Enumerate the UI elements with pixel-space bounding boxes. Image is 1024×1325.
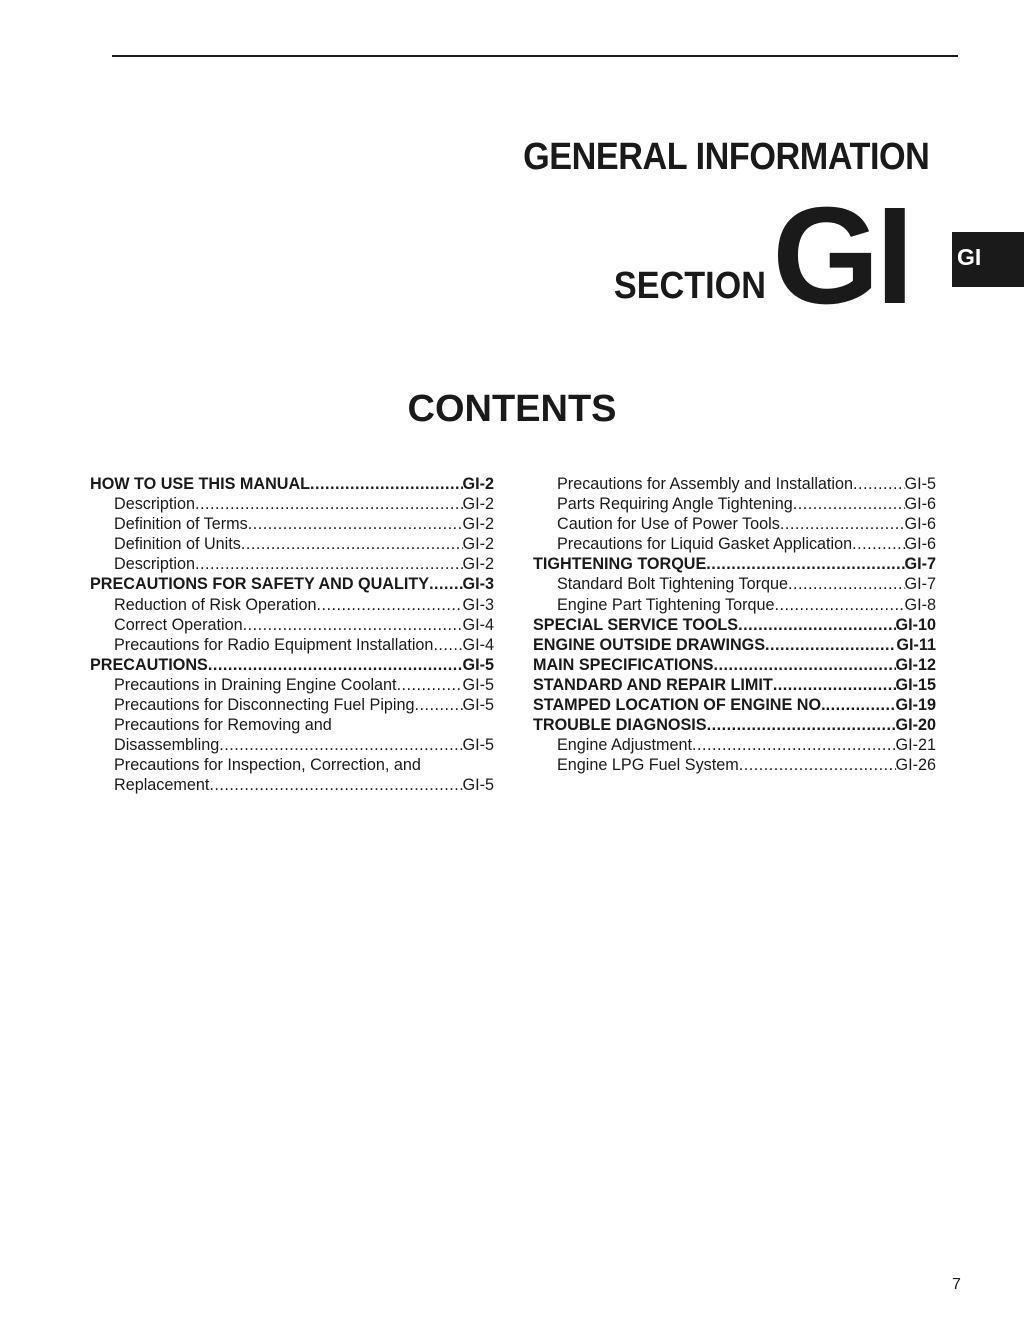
toc-entry-title: STAMPED LOCATION OF ENGINE NO. <box>533 696 826 715</box>
toc-dot-leader <box>219 735 462 755</box>
toc-entry-title: MAIN SPECIFICATIONS <box>533 655 714 674</box>
toc-subentry[interactable] <box>90 675 494 695</box>
toc-entry-page: GI-4 <box>462 615 494 634</box>
toc-subentry[interactable] <box>90 615 494 635</box>
toc-dot-leader <box>310 474 462 494</box>
toc-entry-title: HOW TO USE THIS MANUAL <box>90 475 311 493</box>
toc-dot-leader <box>852 534 904 554</box>
toc-entry-page: GI-6 <box>904 515 936 534</box>
toc-entry-title: Precautions for Inspection, Correction, and <box>114 756 421 775</box>
toc-entry-page: GI-5 <box>904 475 936 493</box>
toc-entry-title: Standard Bolt Tightening Torque <box>557 575 788 594</box>
toc-right-column <box>533 474 936 775</box>
toc-dot-leader <box>415 695 463 715</box>
toc-entry-title: Engine Adjustment <box>557 736 692 755</box>
toc-section-entry[interactable] <box>533 655 936 675</box>
toc-dot-leader <box>248 514 463 534</box>
toc-entry-page: GI-5 <box>462 655 494 674</box>
toc-entry-title: Precautions for Assembly and Installation <box>557 475 854 493</box>
toc-dot-leader <box>195 554 463 574</box>
toc-entry-title: ENGINE OUTSIDE DRAWINGS <box>533 635 766 654</box>
toc-entry-title: Precautions for Liquid Gasket Application <box>557 535 853 554</box>
toc-section-entry[interactable] <box>533 615 936 635</box>
toc-dot-leader <box>243 615 463 635</box>
section-thumb-tab[interactable] <box>952 232 1024 287</box>
toc-entry-title: Description <box>114 495 195 514</box>
toc-dot-leader <box>241 534 463 554</box>
toc-subentry[interactable] <box>533 474 936 494</box>
toc-entry-page: GI-19 <box>895 696 936 715</box>
toc-entry-page: GI-2 <box>462 535 494 554</box>
toc-entry-title: Definition of Units <box>114 535 241 554</box>
toc-dot-leader <box>713 655 895 675</box>
toc-entry-title: Definition of Terms <box>114 515 248 534</box>
toc-entry-title: SPECIAL SERVICE TOOLS <box>533 615 739 634</box>
toc-entry-page: GI-11 <box>896 635 936 654</box>
toc-dot-leader <box>433 635 462 655</box>
contents-heading: CONTENTS <box>407 388 617 430</box>
toc-dot-leader <box>826 695 896 715</box>
toc-entry-title: TIGHTENING TORQUE <box>533 555 707 574</box>
toc-entry-page: GI-5 <box>462 696 494 715</box>
toc-entry-page: GI-2 <box>462 475 494 493</box>
toc-entry-title: Precautions for Removing and <box>114 716 332 735</box>
toc-section-entry[interactable] <box>533 695 936 715</box>
toc-subentry[interactable] <box>533 534 936 554</box>
toc-subentry[interactable] <box>533 514 936 534</box>
toc-dot-leader <box>765 635 896 655</box>
toc-entry-page: GI-7 <box>904 575 936 594</box>
toc-left-column <box>90 474 494 796</box>
toc-entry-title: Correct Operation <box>114 615 243 634</box>
toc-entry-title: PRECAUTIONS FOR SAFETY AND QUALITY <box>90 575 430 594</box>
toc-entry-title: Precautions for Radio Equipment Installation <box>114 635 434 654</box>
toc-subentry[interactable] <box>90 595 494 615</box>
toc-entry-title: Replacement <box>114 776 210 795</box>
toc-entry-page: GI-5 <box>462 776 494 795</box>
toc-entry-title: Description <box>114 555 195 574</box>
toc-section-entry[interactable] <box>533 675 936 695</box>
toc-entry-page: GI-15 <box>895 675 936 694</box>
toc-entry-title: Precautions in Draining Engine Coolant <box>114 675 397 694</box>
toc-dot-leader <box>209 775 462 795</box>
section-label: SECTION <box>614 265 767 307</box>
toc-entry-page: GI-6 <box>904 495 936 514</box>
toc-entry-title: Engine Part Tightening Torque <box>557 595 775 614</box>
section-thumb-tab-label: GI <box>957 244 982 270</box>
page-number: 7 <box>952 1276 961 1293</box>
toc-section-entry[interactable] <box>533 715 936 735</box>
toc-subentry[interactable] <box>533 735 936 755</box>
toc-subentry[interactable] <box>90 554 494 574</box>
toc-entry-title: TROUBLE DIAGNOSIS <box>533 716 707 735</box>
toc-entry-title: PRECAUTIONS <box>90 655 208 674</box>
toc-entry-title: Reduction of Risk Operation <box>114 595 317 614</box>
toc-subentry <box>90 755 494 775</box>
toc-subentry[interactable] <box>90 695 494 715</box>
toc-subentry[interactable] <box>533 755 936 775</box>
toc-entry-page: GI-10 <box>895 615 936 634</box>
toc-subentry[interactable] <box>90 735 494 755</box>
toc-dot-leader <box>316 595 462 615</box>
toc-entry-page: GI-5 <box>462 736 494 755</box>
toc-entry-page: GI-5 <box>462 675 494 694</box>
toc-dot-leader <box>692 735 896 755</box>
toc-dot-leader <box>706 554 904 574</box>
toc-entry-page: GI-2 <box>462 495 494 514</box>
section-heading <box>597 179 910 333</box>
toc-section-entry[interactable] <box>90 474 494 494</box>
toc-dot-leader <box>739 755 896 775</box>
toc-subentry[interactable] <box>90 494 494 514</box>
top-rule <box>112 55 958 57</box>
toc-subentry[interactable] <box>90 635 494 655</box>
toc-subentry[interactable] <box>533 595 936 615</box>
toc-dot-leader <box>429 574 462 594</box>
document-title: GENERAL INFORMATION <box>522 136 929 178</box>
toc-entry-page: GI-21 <box>895 736 936 755</box>
toc-dot-leader <box>397 675 463 695</box>
toc-dot-leader <box>208 655 463 675</box>
toc-section-entry[interactable] <box>90 655 494 675</box>
toc-subentry[interactable] <box>90 514 494 534</box>
toc-entry-page: GI-12 <box>895 655 936 674</box>
toc-subentry[interactable] <box>533 574 936 594</box>
toc-subentry[interactable] <box>90 534 494 554</box>
toc-entry-title: STANDARD AND REPAIR LIMIT <box>533 675 773 694</box>
toc-subentry[interactable] <box>533 494 936 514</box>
toc-entry-title: Precautions for Disconnecting Fuel Piping <box>114 696 415 715</box>
toc-dot-leader <box>707 715 896 735</box>
toc-subentry[interactable] <box>90 775 494 795</box>
section-code: GI <box>772 179 910 333</box>
toc-section-entry[interactable] <box>533 554 936 574</box>
toc-dot-leader <box>853 474 904 494</box>
toc-entry-page: GI-3 <box>462 575 494 594</box>
toc-entry-title: Caution for Use of Power Tools <box>557 515 780 534</box>
toc-dot-leader <box>773 675 896 695</box>
toc-section-entry[interactable] <box>90 574 494 594</box>
toc-entry-page: GI-6 <box>904 535 936 554</box>
toc-dot-leader <box>195 494 463 514</box>
toc-entry-page: GI-4 <box>462 635 494 654</box>
toc-dot-leader <box>775 595 905 615</box>
toc-subentry <box>90 715 494 735</box>
toc-dot-leader <box>788 574 905 594</box>
toc-entry-page: GI-26 <box>895 756 936 775</box>
toc-section-entry[interactable] <box>533 635 936 655</box>
toc-entry-title: Disassembling <box>114 736 220 755</box>
toc-entry-page: GI-2 <box>462 515 494 534</box>
toc-entry-page: GI-3 <box>462 595 494 614</box>
toc-entry-title: Parts Requiring Angle Tightening <box>557 495 793 514</box>
toc-entry-title: Engine LPG Fuel System <box>557 756 739 775</box>
toc-entry-page: GI-20 <box>895 716 936 735</box>
toc-entry-page: GI-7 <box>904 555 936 574</box>
toc-dot-leader <box>793 494 905 514</box>
toc-entry-page: GI-2 <box>462 555 494 574</box>
toc-entry-page: GI-8 <box>904 595 936 614</box>
toc-dot-leader <box>738 615 895 635</box>
toc-dot-leader <box>780 514 905 534</box>
